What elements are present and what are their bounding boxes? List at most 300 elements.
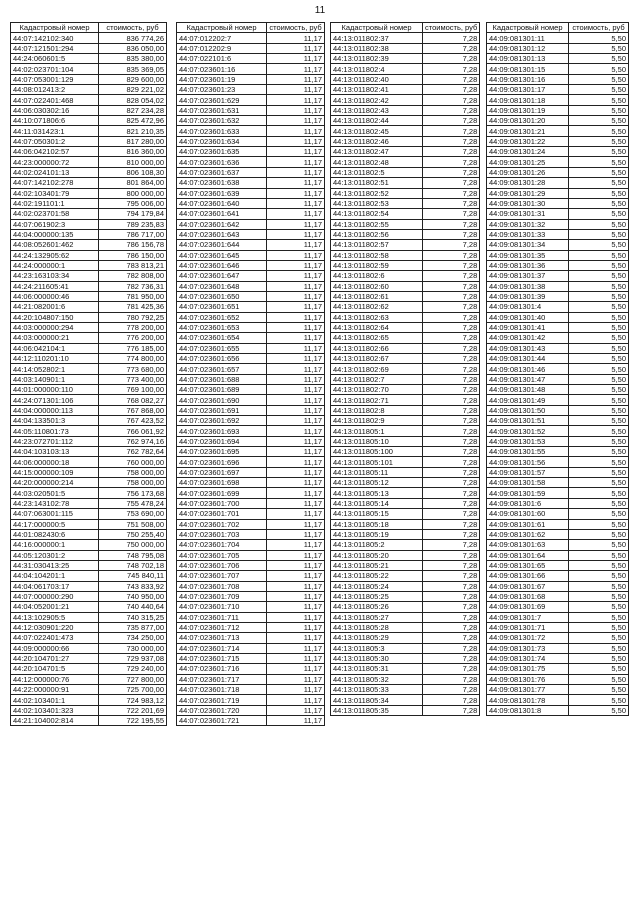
table-row [11,167,167,177]
cost-cell: 740 950,00 [99,591,167,601]
cadastral-number-cell: 44:07:023601:694 [177,436,267,446]
table-row [487,581,629,591]
table-row [487,322,629,332]
cadastral-number-cell: 44:13:011802:41 [331,85,423,95]
cost-cell: 11,17 [267,540,325,550]
table-row [177,291,325,301]
table-row [331,147,480,157]
cadastral-number-cell: 44:07:023601:629 [177,95,267,105]
table-row [487,674,629,684]
header-cost: стоимость, руб [99,23,167,33]
cadastral-table-4 [486,22,629,716]
cost-cell: 5,50 [569,467,629,477]
table-row [331,488,480,498]
cadastral-number-cell: 44:03:020501:5 [11,488,99,498]
cost-cell: 11,17 [267,519,325,529]
cadastral-number-cell: 44:09:081301:26 [487,167,569,177]
cost-cell: 7,28 [423,95,480,105]
table-row [11,250,167,260]
cadastral-number-cell: 44:07:022401:473 [11,633,99,643]
cost-cell: 7,28 [423,219,480,229]
cadastral-number-cell: 44:09:081301:36 [487,260,569,270]
cost-cell: 7,28 [423,405,480,415]
cadastral-number-cell: 44:07:023601:646 [177,260,267,270]
cadastral-number-cell: 44:09:081301:61 [487,519,569,529]
cost-cell: 7,28 [423,64,480,74]
cost-cell: 751 508,00 [99,519,167,529]
cadastral-number-cell: 44:04:061703:17 [11,581,99,591]
cost-cell: 7,28 [423,385,480,395]
cost-cell: 7,28 [423,54,480,64]
cadastral-number-cell: 44:13:011802:44 [331,116,423,126]
cost-cell: 5,50 [569,64,629,74]
cost-cell: 11,17 [267,685,325,695]
cost-cell: 748 795,08 [99,550,167,560]
cost-cell: 11,17 [267,116,325,126]
cadastral-number-cell: 44:09:081301:51 [487,416,569,426]
table-row [177,157,325,167]
cadastral-number-cell: 44:09:081301:59 [487,488,569,498]
cost-cell: 748 702,18 [99,560,167,570]
cost-cell: 11,17 [267,436,325,446]
cost-cell: 5,50 [569,478,629,488]
cadastral-number-cell: 44:07:023601:710 [177,602,267,612]
table-row [331,436,480,446]
table-row [331,260,480,270]
table-row [487,457,629,467]
table-row [11,85,167,95]
cadastral-number-cell: 44:13:011805:100 [331,447,423,457]
cadastral-number-cell: 44:04:000000:113 [11,405,99,415]
cost-cell: 5,50 [569,250,629,260]
table-row [331,498,480,508]
cadastral-number-cell: 44:20:104701:27 [11,653,99,663]
cost-cell: 11,17 [267,705,325,715]
cadastral-number-cell: 44:07:023601:697 [177,467,267,477]
cadastral-number-cell: 44:20:104807:150 [11,312,99,322]
cost-cell: 5,50 [569,281,629,291]
cost-cell: 7,28 [423,705,480,715]
table-row [11,509,167,519]
cost-cell: 5,50 [569,260,629,270]
table-row [331,581,480,591]
cost-cell: 11,17 [267,395,325,405]
cadastral-number-cell: 44:09:081301:63 [487,540,569,550]
cadastral-number-cell: 44:07:023601:653 [177,322,267,332]
cost-cell: 11,17 [267,560,325,570]
table-row [487,157,629,167]
cadastral-number-cell: 44:14:052802:1 [11,364,99,374]
table-row [177,550,325,560]
table-row [331,250,480,260]
cadastral-number-cell: 44:13:011805:25 [331,591,423,601]
table-row [487,519,629,529]
cadastral-number-cell: 44:13:011802:52 [331,188,423,198]
cadastral-number-cell: 44:07:023601:708 [177,581,267,591]
cost-cell: 11,17 [267,291,325,301]
table-row [487,447,629,457]
table-row [177,126,325,136]
cost-cell: 5,50 [569,529,629,539]
cost-cell: 11,17 [267,478,325,488]
cadastral-number-cell: 44:17:000000:5 [11,519,99,529]
cadastral-number-cell: 44:13:011802:63 [331,312,423,322]
table-row [177,85,325,95]
cadastral-number-cell: 44:13:011805:34 [331,695,423,705]
table-row [331,64,480,74]
cadastral-number-cell: 44:09:081301:28 [487,178,569,188]
cadastral-number-cell: 44:09:081301:41 [487,322,569,332]
cost-cell: 722 195,55 [99,716,167,726]
table-row [331,74,480,84]
cadastral-number-cell: 44:24:060601:5 [11,54,99,64]
cost-cell: 7,28 [423,116,480,126]
cost-cell: 5,50 [569,209,629,219]
cadastral-number-cell: 44:13:102905:5 [11,612,99,622]
cost-cell: 781 425,36 [99,302,167,312]
table-row [331,591,480,601]
table-row [177,488,325,498]
cadastral-number-cell: 44:21:104002:814 [11,716,99,726]
cost-cell: 11,17 [267,33,325,43]
cadastral-number-cell: 44:24:071301:106 [11,395,99,405]
table-row [331,416,480,426]
table-row [487,116,629,126]
table-row [487,695,629,705]
cost-cell: 810 000,00 [99,157,167,167]
table-row [487,405,629,415]
cost-cell: 11,17 [267,178,325,188]
table-row [331,291,480,301]
cost-cell: 11,17 [267,385,325,395]
cadastral-number-cell: 44:13:011802:71 [331,395,423,405]
cost-cell: 5,50 [569,188,629,198]
cadastral-number-cell: 44:07:023601:699 [177,488,267,498]
cost-cell: 11,17 [267,147,325,157]
table-row [487,633,629,643]
cost-cell: 760 000,00 [99,457,167,467]
cadastral-number-cell: 44:09:081301:21 [487,126,569,136]
cost-cell: 5,50 [569,416,629,426]
cadastral-number-cell: 44:09:081301:52 [487,426,569,436]
cadastral-number-cell: 44:07:061902:3 [11,219,99,229]
cadastral-number-cell: 44:07:023601:23 [177,85,267,95]
cadastral-number-cell: 44:07:022401:468 [11,95,99,105]
cadastral-number-cell: 44:09:081301:20 [487,116,569,126]
cost-cell: 11,17 [267,354,325,364]
cadastral-number-cell: 44:12:000000:76 [11,674,99,684]
cadastral-number-cell: 44:13:011805:101 [331,457,423,467]
table-row [11,416,167,426]
table-row [11,240,167,250]
cost-cell: 5,50 [569,674,629,684]
table-row [177,54,325,64]
cadastral-number-cell: 44:09:081301:76 [487,674,569,684]
cadastral-number-cell: 44:12:030901:220 [11,622,99,632]
table-row [331,322,480,332]
cadastral-number-cell: 44:13:011805:31 [331,664,423,674]
table-row [11,581,167,591]
cost-cell: 767 423,52 [99,416,167,426]
cost-cell: 11,17 [267,260,325,270]
table-row [487,509,629,519]
cadastral-number-cell: 44:13:011802:57 [331,240,423,250]
cadastral-number-cell: 44:13:011805:33 [331,685,423,695]
cost-cell: 762 782,64 [99,447,167,457]
table-row [11,198,167,208]
cost-cell: 11,17 [267,126,325,136]
cost-cell: 5,50 [569,136,629,146]
table-row [11,322,167,332]
cost-cell: 5,50 [569,550,629,560]
cost-cell: 5,50 [569,291,629,301]
cost-cell: 11,17 [267,157,325,167]
cost-cell: 7,28 [423,198,480,208]
cost-cell: 806 108,30 [99,167,167,177]
cost-cell: 750 255,40 [99,529,167,539]
table-row [177,705,325,715]
cost-cell: 5,50 [569,43,629,53]
cost-cell: 11,17 [267,571,325,581]
cadastral-number-cell: 44:03:000000:21 [11,333,99,343]
table-row [11,591,167,601]
table-row [11,136,167,146]
table-row [487,64,629,74]
cadastral-number-cell: 44:24:211605:41 [11,281,99,291]
cost-cell: 835 380,00 [99,54,167,64]
table-row [487,540,629,550]
table-row [331,509,480,519]
table-row [487,529,629,539]
table-row [11,716,167,726]
cadastral-number-cell: 44:13:011802:51 [331,178,423,188]
table-row [177,364,325,374]
table-row [487,374,629,384]
cost-cell: 778 200,00 [99,322,167,332]
table-row [331,529,480,539]
table-row [331,519,480,529]
table-row [331,467,480,477]
table-row [331,602,480,612]
table-row [487,478,629,488]
table-row [487,354,629,364]
table-row [11,126,167,136]
table-row [11,312,167,322]
header-cadastral-number: Кадастровый номер [331,23,423,33]
table-row [11,467,167,477]
table-row [487,685,629,695]
cadastral-number-cell: 44:07:023601:700 [177,498,267,508]
cost-cell: 730 000,00 [99,643,167,653]
table-row [11,571,167,581]
cost-cell: 5,50 [569,540,629,550]
cost-cell: 7,28 [423,509,480,519]
cadastral-number-cell: 44:13:011802:66 [331,343,423,353]
table-row [487,250,629,260]
table-row [11,643,167,653]
cost-cell: 7,28 [423,653,480,663]
cost-cell: 794 179,84 [99,209,167,219]
table-row [331,685,480,695]
table-row [331,374,480,384]
table-row [11,105,167,115]
cadastral-number-cell: 44:13:011802:55 [331,219,423,229]
cadastral-number-cell: 44:02:103401:1 [11,695,99,705]
cost-cell: 5,50 [569,126,629,136]
cost-cell: 774 800,00 [99,354,167,364]
table-row [331,653,480,663]
cost-cell: 11,17 [267,674,325,684]
cadastral-number-cell: 44:09:000000:66 [11,643,99,653]
cost-cell: 7,28 [423,260,480,270]
cadastral-number-cell: 44:13:011805:15 [331,509,423,519]
cost-cell: 11,17 [267,343,325,353]
cost-cell: 828 054,02 [99,95,167,105]
table-row [11,685,167,695]
cost-cell: 5,50 [569,219,629,229]
table-row [177,581,325,591]
cadastral-number-cell: 44:09:081301:77 [487,685,569,695]
cost-cell: 5,50 [569,581,629,591]
table-row [11,633,167,643]
table-row [487,467,629,477]
cost-cell: 756 173,68 [99,488,167,498]
table-row [487,591,629,601]
cadastral-number-cell: 44:09:081301:32 [487,219,569,229]
cost-cell: 11,17 [267,188,325,198]
cadastral-number-cell: 44:13:011805:24 [331,581,423,591]
cost-cell: 729 240,00 [99,664,167,674]
table-row [487,302,629,312]
cadastral-number-cell: 44:09:081301:38 [487,281,569,291]
table-row [177,643,325,653]
cadastral-number-cell: 44:07:023601:715 [177,653,267,663]
cadastral-number-cell: 44:09:081301:39 [487,291,569,301]
cadastral-number-cell: 44:13:011802:8 [331,405,423,415]
cadastral-number-cell: 44:08:052601:462 [11,240,99,250]
cadastral-number-cell: 44:13:011802:53 [331,198,423,208]
table-row [487,240,629,250]
cost-cell: 5,50 [569,705,629,715]
cost-cell: 7,28 [423,591,480,601]
cadastral-number-cell: 44:13:011802:40 [331,74,423,84]
cadastral-number-cell: 44:09:081301:43 [487,343,569,353]
cost-cell: 11,17 [267,105,325,115]
cost-cell: 7,28 [423,457,480,467]
table-row [11,612,167,622]
cost-cell: 11,17 [267,95,325,105]
table-row [11,457,167,467]
cost-cell: 11,17 [267,405,325,415]
cost-cell: 7,28 [423,519,480,529]
table-row [331,302,480,312]
cost-cell: 768 082,27 [99,395,167,405]
cost-cell: 11,17 [267,271,325,281]
table-row [177,695,325,705]
table-row [177,281,325,291]
table-row [487,260,629,270]
cost-cell: 11,17 [267,374,325,384]
cost-cell: 7,28 [423,447,480,457]
cadastral-number-cell: 44:02:023701:104 [11,64,99,74]
cadastral-number-cell: 44:09:081301:12 [487,43,569,53]
table-row [177,633,325,643]
cost-cell: 5,50 [569,653,629,663]
cost-cell: 836 774,26 [99,33,167,43]
cadastral-number-cell: 44:05:120301:2 [11,550,99,560]
table-row [177,716,325,726]
header-cadastral-number: Кадастровый номер [487,23,569,33]
cadastral-number-cell: 44:13:011805:21 [331,560,423,570]
cadastral-number-cell: 44:09:081301:53 [487,436,569,446]
table-row [177,64,325,74]
table-row [331,571,480,581]
cost-cell: 7,28 [423,467,480,477]
table-row [177,591,325,601]
table-row [177,571,325,581]
cost-cell: 11,17 [267,302,325,312]
cost-cell: 7,28 [423,416,480,426]
cadastral-number-cell: 44:09:081301:25 [487,157,569,167]
cost-cell: 5,50 [569,167,629,177]
table-row [177,622,325,632]
cost-cell: 7,28 [423,229,480,239]
cost-cell: 725 700,00 [99,685,167,695]
table-row [331,126,480,136]
table-row [487,54,629,64]
cadastral-number-cell: 44:09:081301:13 [487,54,569,64]
cost-cell: 7,28 [423,33,480,43]
table-row [487,198,629,208]
cost-cell: 782 808,00 [99,271,167,281]
cadastral-number-cell: 44:13:011805:26 [331,602,423,612]
cost-cell: 5,50 [569,105,629,115]
table-row [331,385,480,395]
table-row [177,240,325,250]
cadastral-number-cell: 44:04:133501:3 [11,416,99,426]
table-row [11,43,167,53]
cost-cell: 7,28 [423,550,480,560]
cost-cell: 5,50 [569,426,629,436]
cadastral-number-cell: 44:09:081301:60 [487,509,569,519]
cadastral-number-cell: 44:04:052001:21 [11,602,99,612]
cost-cell: 5,50 [569,364,629,374]
table-row [11,478,167,488]
cadastral-number-cell: 44:07:050301:2 [11,136,99,146]
cadastral-number-cell: 44:02:103401:79 [11,188,99,198]
cost-cell: 7,28 [423,540,480,550]
cadastral-number-cell: 44:13:011802:39 [331,54,423,64]
cadastral-number-cell: 44:23:143102:78 [11,498,99,508]
cost-cell: 11,17 [267,312,325,322]
cadastral-number-cell: 44:07:023601:705 [177,550,267,560]
table-row [331,33,480,43]
cadastral-number-cell: 44:13:011802:65 [331,333,423,343]
table-row [177,612,325,622]
cost-cell: 780 792,25 [99,312,167,322]
table-row [177,105,325,115]
cost-cell: 7,28 [423,136,480,146]
cost-cell: 11,17 [267,229,325,239]
cadastral-table-1 [10,22,167,726]
table-row [177,653,325,663]
cadastral-number-cell: 44:07:063001:115 [11,509,99,519]
cost-cell: 11,17 [267,364,325,374]
table-row [487,653,629,663]
cost-cell: 7,28 [423,695,480,705]
table-row [177,405,325,415]
cadastral-number-cell: 44:09:081301:18 [487,95,569,105]
